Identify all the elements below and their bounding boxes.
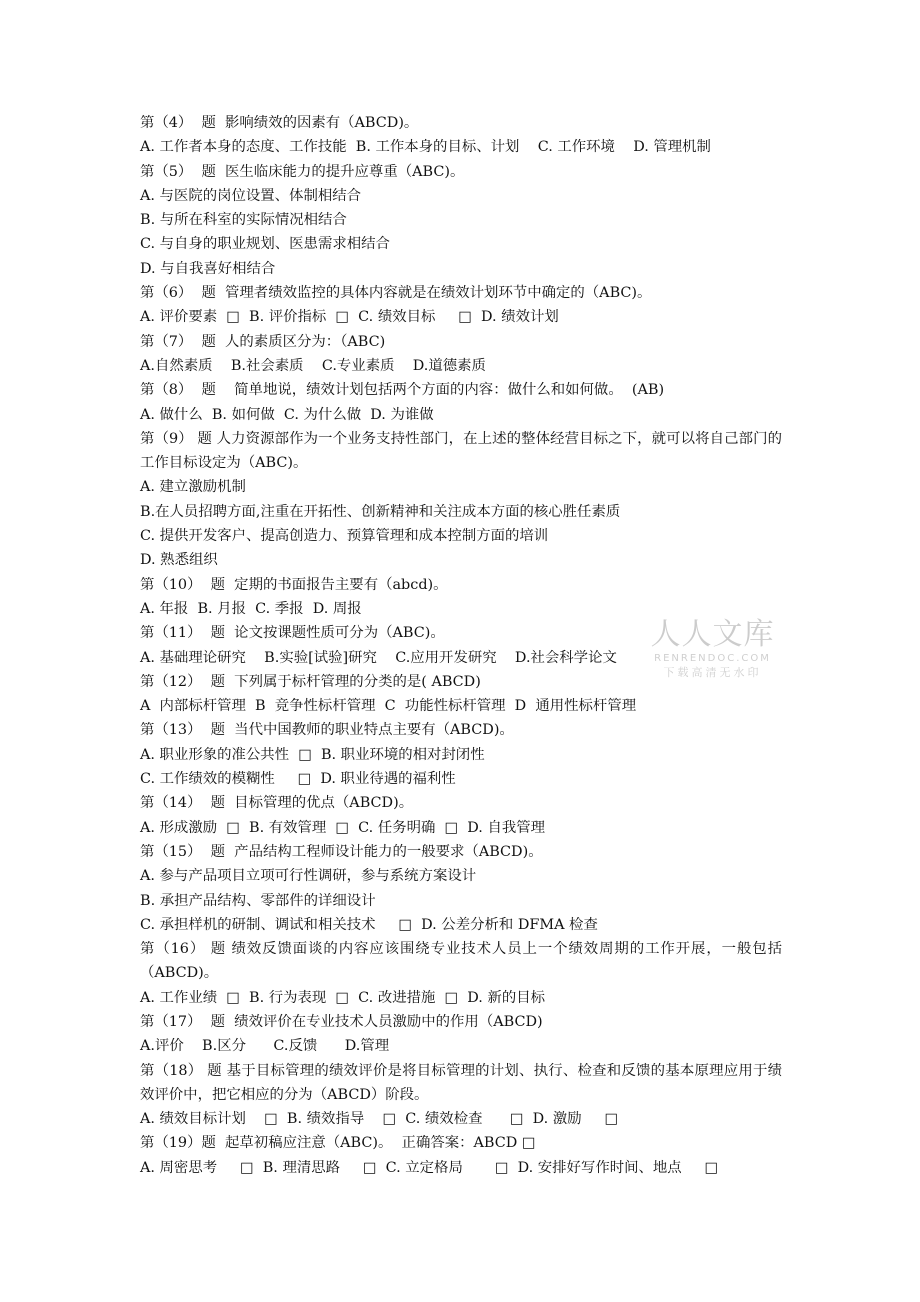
answer-options: A. 形成激励 □ B. 有效管理 □ C. 任务明确 □ D. 自我管理 — [140, 819, 546, 836]
answer-options: A. 年报 B. 月报 C. 季报 D. 周报 — [140, 600, 362, 617]
question-heading: 第（6） 题 管理者绩效监控的具体内容就是在绩效计划环节中确定的（ABC)。 — [140, 285, 652, 302]
answer-options: A. 工作者本身的态度、工作技能 B. 工作本身的目标、计划 C. 工作环境 D. 管理机制 — [140, 139, 711, 156]
answer-option: B.在人员招聘方面,注重在开拓性、创新精神和关注成本方面的核心胜任素质 — [140, 503, 621, 520]
answer-options: A 内部标杆管理 B 竞争性标杆管理 C 功能性标杆管理 D 通用性标杆管理 — [140, 698, 637, 715]
question-heading: 第（19）题 起草初稿应注意（ABC)。 正确答案：ABCD □ — [140, 1135, 536, 1152]
answer-options: A. 工作业绩 □ B. 行为表现 □ C. 改进措施 □ D. 新的目标 — [140, 989, 546, 1006]
question-heading: 第（11） 题 论文按课题性质可分为（ABC)。 — [140, 625, 445, 642]
answer-options: A.自然素质 B.社会素质 C.专业素质 D.道德素质 — [140, 357, 486, 374]
answer-options: A. 评价要素 □ B. 评价指标 □ C. 绩效目标 □ D. 绩效计划 — [140, 309, 559, 326]
question-heading: 第（15） 题 产品结构工程师设计能力的一般要求（ABCD)。 — [140, 843, 543, 860]
question-heading: 第（14） 题 目标管理的优点（ABCD)。 — [140, 795, 414, 812]
question-heading: 第（17） 题 绩效评价在专业技术人员激励中的作用（ABCD) — [140, 1013, 543, 1030]
answer-options: A. 基础理论研究 B.实验[试验]研究 C.应用开发研究 D.社会科学论文 — [140, 649, 617, 666]
watermark-title: 人人文库 — [650, 617, 775, 652]
question-heading: 第（5） 题 医生临床能力的提升应尊重（ABC)。 — [140, 163, 465, 180]
answer-option: C. 与自身的职业规划、医患需求相结合 — [140, 236, 390, 253]
question-heading: 第（16） 题 绩效反馈面谈的内容应该围绕专业技术人员上一个绩效周期的工作开展，一般包括（ABCD)。 — [140, 941, 782, 982]
question-heading: 第（10） 题 定期的书面报告主要有（abcd)。 — [140, 576, 448, 593]
question-heading: 第（7） 题 人的素质区分为：（ABC) — [140, 333, 386, 350]
answer-option: B. 与所在科室的实际情况相结合 — [140, 212, 347, 229]
answer-option: C. 提供开发客户、提高创造力、预算管理和成本控制方面的培训 — [140, 528, 549, 545]
answer-options: A.评价 B.区分 C.反馈 D.管理 — [140, 1038, 390, 1055]
answer-option: D. 与自我喜好相结合 — [140, 260, 276, 277]
question-heading: 第（4） 题 影响绩效的因素有（ABCD)。 — [140, 115, 419, 131]
answer-option: A. 参与产品项目立项可行性调研，参与系统方案设计 — [140, 868, 477, 885]
question-heading: 第（12） 题 下列属于标杆管理的分类的是( ABCD) — [140, 673, 481, 690]
question-heading: 第（18） 题 基于目标管理的绩效评价是将目标管理的计划、执行、检查和反馈的基本原理应用于绩效评价中，把它相应的分为（ABCD）阶段。 — [140, 1062, 782, 1103]
answer-options: C. 承担样机的研制、调试和相关技术 □ D. 公差分析和 DFMA 检查 — [140, 916, 598, 933]
watermark-subtitle: 下载高清无水印 — [663, 666, 762, 679]
watermark-url: RENRENDOC.COM — [654, 653, 771, 664]
question-heading: 第（13） 题 当代中国教师的职业特点主要有（ABCD)。 — [140, 722, 514, 739]
answer-option: A. 建立激励机制 — [140, 479, 246, 496]
answer-option: A. 与医院的岗位设置、体制相结合 — [140, 187, 362, 204]
question-heading: 第（9） 题 人力资源部作为一个业务支持性部门，在上述的整体经营目标之下，就可以将自己部门的工作目标设定为（ABC)。 — [140, 430, 782, 472]
answer-option: D. 熟悉组织 — [140, 552, 218, 569]
answer-options: C. 工作绩效的模糊性 □ D. 职业待遇的福利性 — [140, 771, 456, 788]
answer-options: A. 周密思考 □ B. 理清思路 □ C. 立定格局 □ D. 安排好写作时间、地点 □ — [140, 1159, 719, 1176]
answer-options: A. 做什么 B. 如何做 C. 为什么做 D. 为谁做 — [140, 406, 434, 423]
answer-options: A. 职业形象的准公共性 □ B. 职业环境的相对封闭性 — [140, 746, 485, 763]
question-heading: 第（8） 题 简单地说，绩效计划包括两个方面的内容：做什么和如何做。 (AB) — [140, 382, 665, 399]
answer-option: B. 承担产品结构、零部件的详细设计 — [140, 892, 376, 909]
watermark — [640, 618, 785, 681]
answer-options: A. 绩效目标计划 □ B. 绩效指导 □ C. 绩效检查 □ D. 激励 □ — [140, 1111, 619, 1128]
